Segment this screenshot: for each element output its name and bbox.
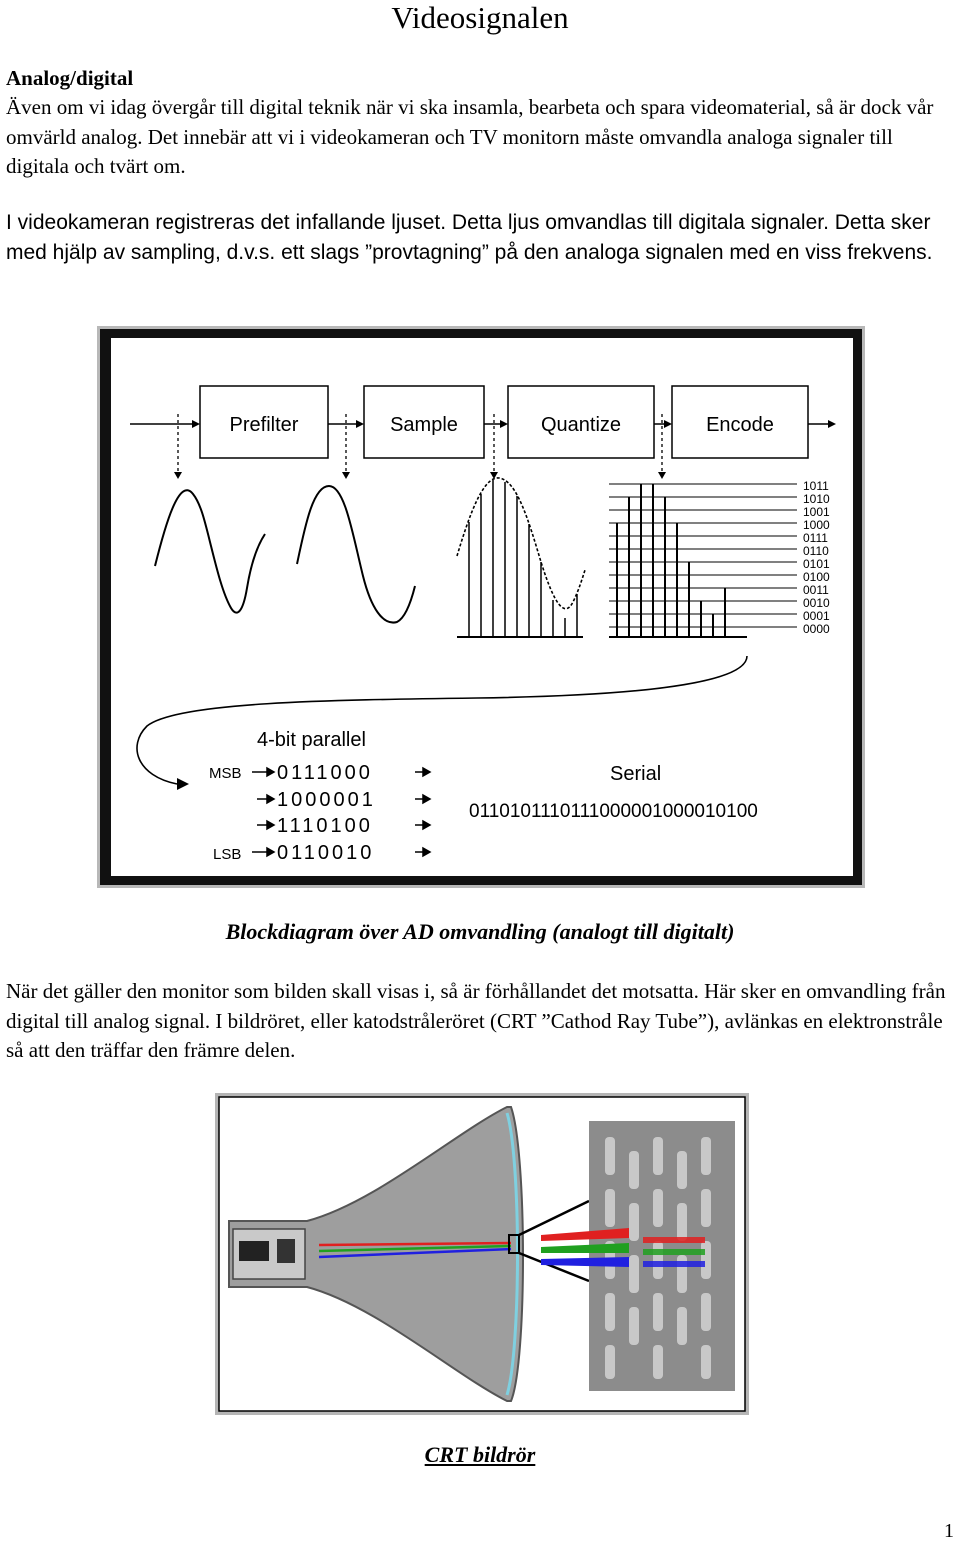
parallel-row: 0110010 <box>277 842 375 864</box>
msb-label: MSB <box>209 765 242 782</box>
crt-tube-illustration <box>215 1093 749 1415</box>
caption-crt: CRT bildrör <box>424 1442 536 1467</box>
code-label: 0111 <box>803 531 828 545</box>
block-label-encode: Encode <box>706 414 774 436</box>
paragraph-monitor: När det gäller den monitor som bilden skall visas i, så är förhållandet det motsatta. Här sker en omvandling från digital till analog signal. I bildröret, eller katodstråleröret (CRT ”Cathod Ray Tube”), avlänkas en elektronstråle så att den träffar den främre delen. <box>6 979 946 1062</box>
code-label: 0011 <box>803 583 829 597</box>
page-title: Videosignalen <box>391 0 569 35</box>
electron-gun-grid-icon <box>277 1239 295 1263</box>
electron-gun-heater-icon <box>239 1241 269 1261</box>
serial-label: Serial <box>610 763 662 785</box>
code-label: 0001 <box>803 609 830 623</box>
lsb-label: LSB <box>213 846 242 863</box>
block-label-quantize: Quantize <box>540 414 622 436</box>
code-label: 1011 <box>803 479 829 493</box>
code-label: 1000 <box>803 518 830 532</box>
paragraph-intro: Även om vi idag övergår till digital teknik när vi ska insamla, bearbeta och spara videomaterial, så är dock vår omvärld analog. Det innebär att vi i videokameran och TV monitorn måste omvandla analoga signaler till digitala och tvärt om. <box>6 95 934 178</box>
section-heading: Analog/digital <box>6 66 134 90</box>
block-label-prefilter: Prefilter <box>229 414 299 436</box>
parallel-row: 0111000 <box>277 762 373 784</box>
caption-ad-diagram: Blockdiagram över AD omvandling (analogt till digitalt) <box>225 919 735 944</box>
code-label: 1010 <box>803 492 830 506</box>
code-label: 0101 <box>803 557 830 571</box>
parallel-row: 1110100 <box>277 815 373 837</box>
page-number: 1 <box>944 1520 954 1542</box>
ad-conversion-diagram <box>97 326 865 888</box>
paragraph-sampling: I videokameran registreras det infallande ljuset. Detta ljus omvandlas till digitala signaler. Detta sker med hjälp av sampling, d.v.s. ett slags ”provtagning” på den analoga signalen med en viss frekvens. <box>6 211 933 264</box>
parallel-row: 1000001 <box>277 789 376 811</box>
code-label: 0000 <box>803 622 830 636</box>
code-label: 0010 <box>803 596 830 610</box>
code-label: 0100 <box>803 570 830 584</box>
code-label: 1001 <box>803 505 830 519</box>
serial-bits: 0110101110111000001000010100 <box>469 801 758 822</box>
code-label: 0110 <box>803 544 829 558</box>
parallel-label: 4-bit parallel <box>257 729 366 751</box>
block-label-sample: Sample <box>390 414 458 436</box>
